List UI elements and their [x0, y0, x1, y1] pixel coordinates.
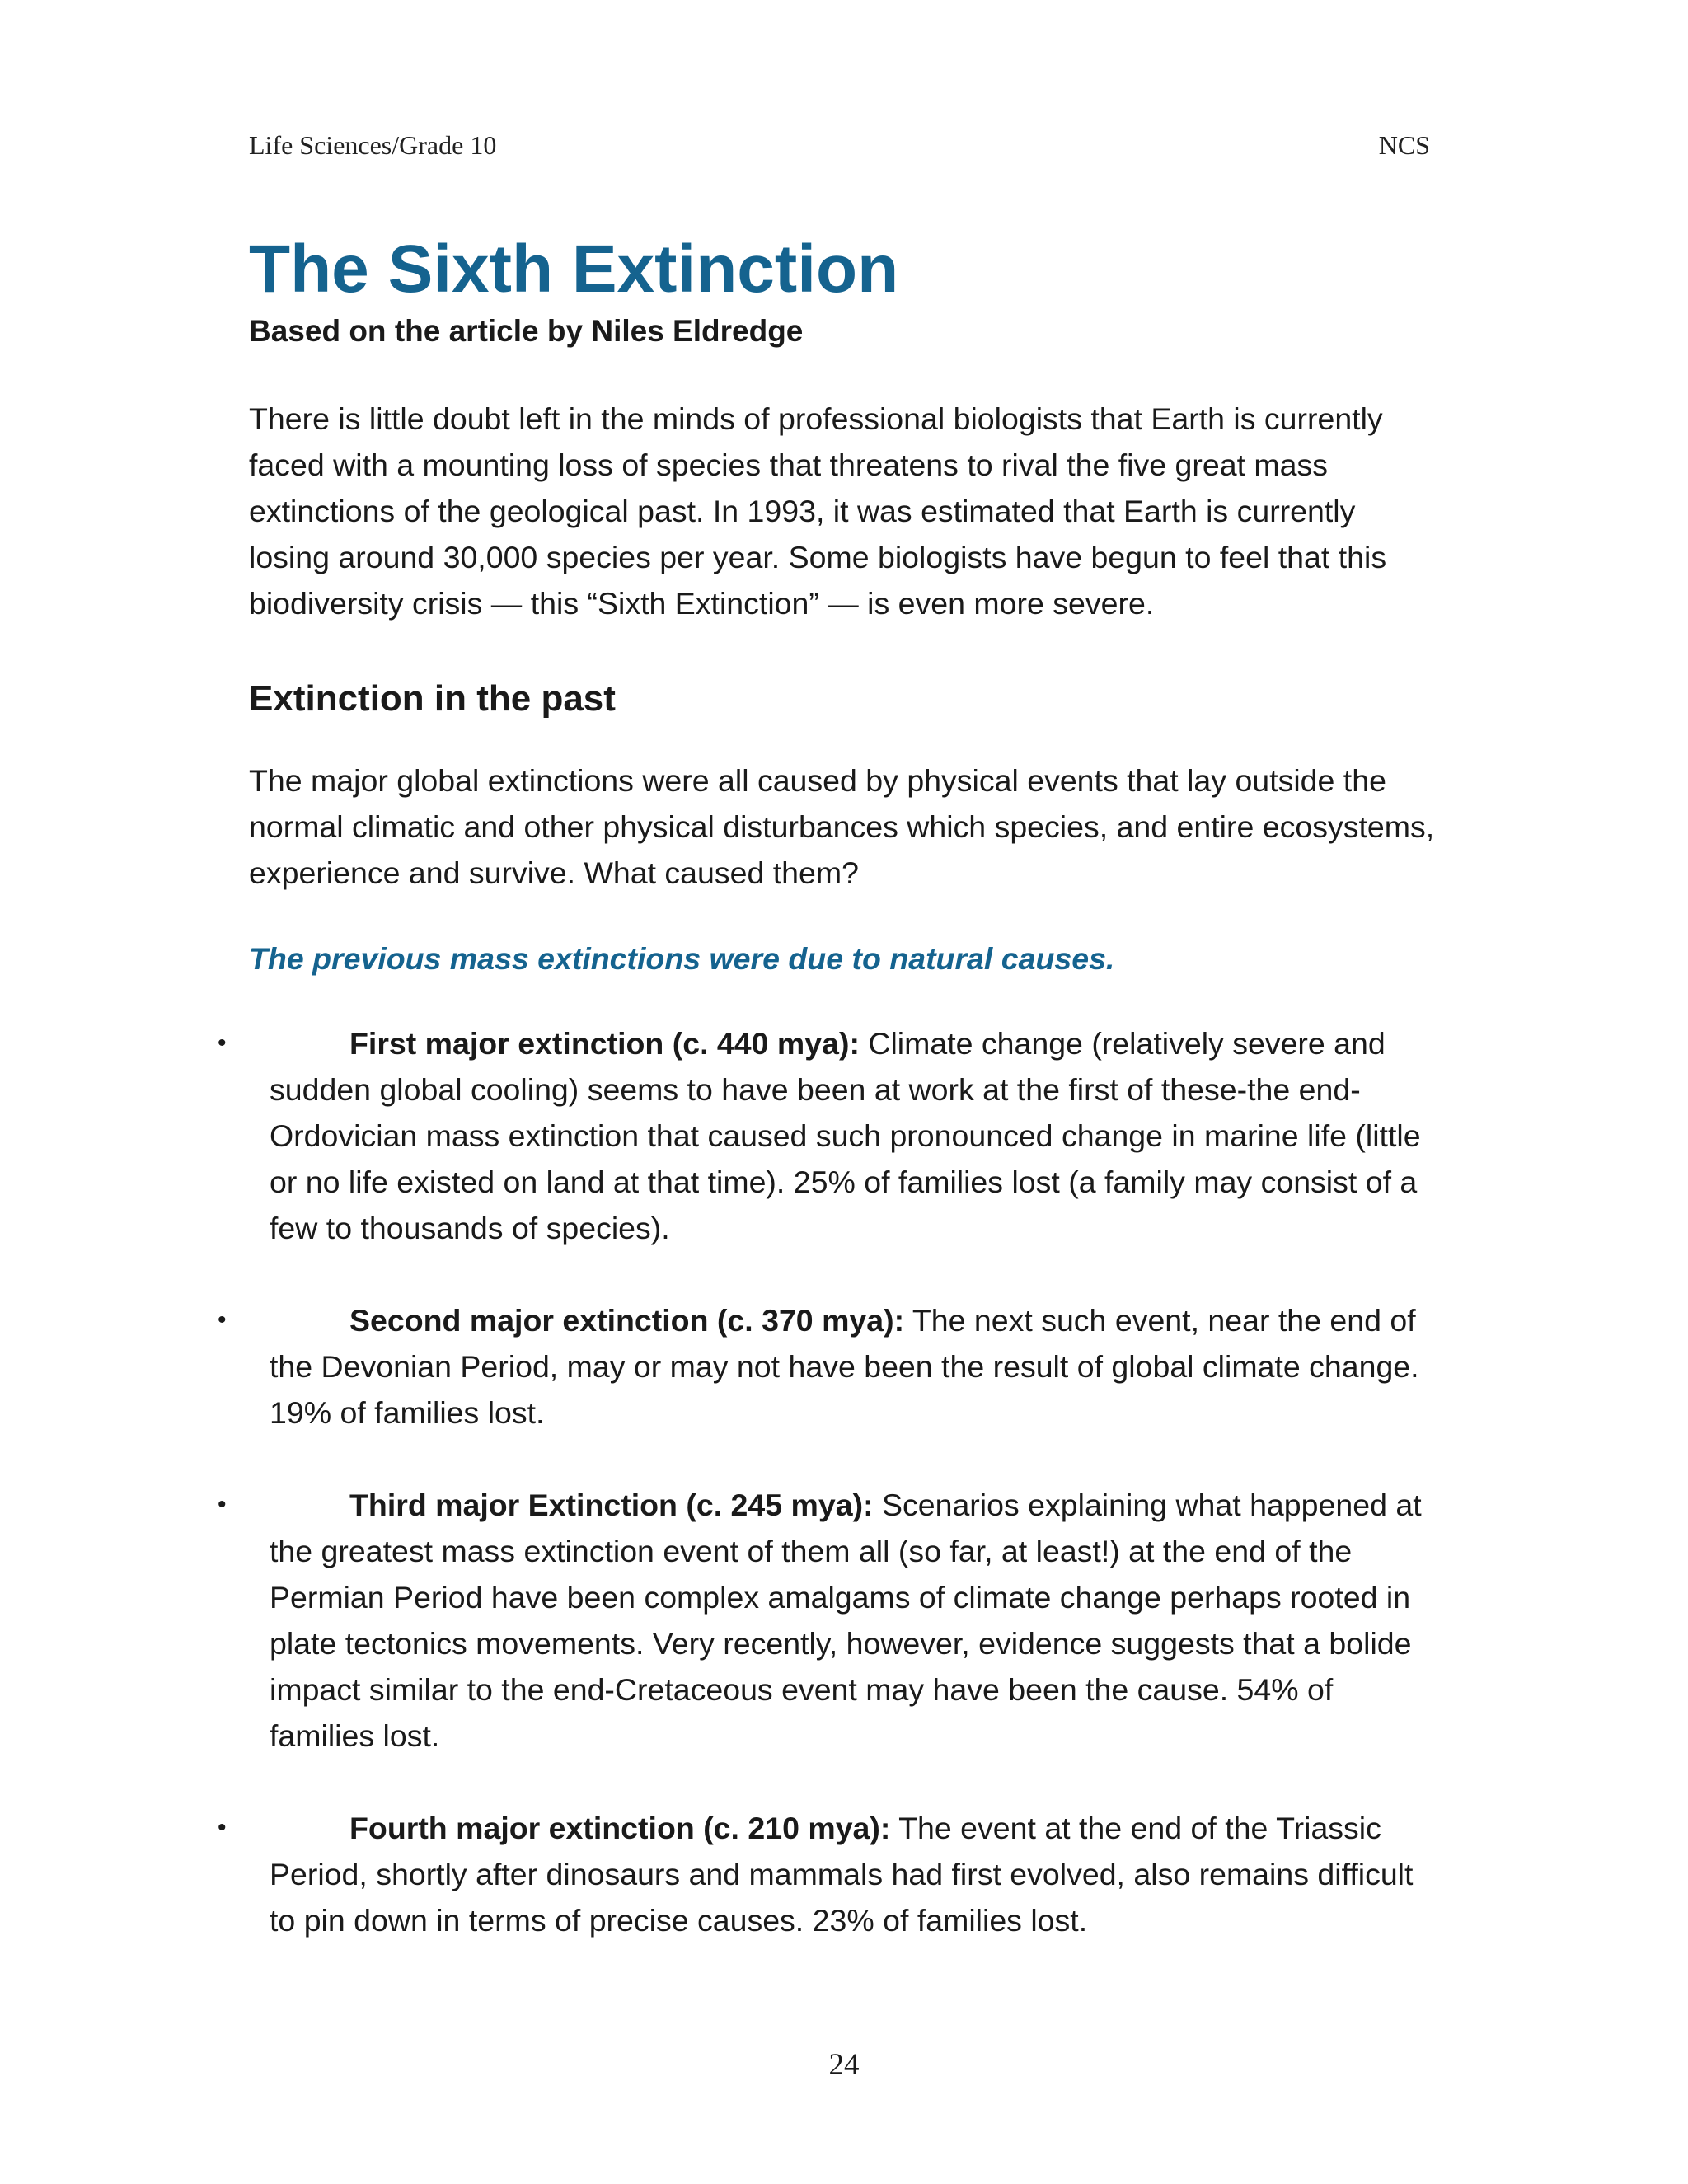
list-item — [218, 1297, 1444, 1436]
list-item-label: Third major Extinction (c. 245 mya): — [349, 1487, 874, 1522]
list-item-text: Climate change (relatively severe and sudden global cooling) seems to have been at work at the first of these-the end-Ordovician mass extinction that caused such pronounced change in marine life (little or no life existed on land at that time). 25% of families lost (a family may consist of a few to thousands of species). — [270, 1025, 1421, 1245]
extinction-list — [218, 1020, 1444, 1943]
page-number: 24 — [828, 2048, 860, 2082]
list-item-label: Second major extinction (c. 370 mya): — [349, 1302, 905, 1338]
callout-text: The previous mass extinctions were due to natural causes. — [249, 941, 1115, 977]
main-content — [218, 232, 1444, 1990]
list-item-text: The event at the end of the Triassic Period, shortly after dinosaurs and mammals had first evolved, also remains difficult to pin down in terms of precise causes. 23% of families lost. — [270, 1810, 1414, 1938]
list-item-label: First major extinction (c. 440 mya): — [349, 1025, 860, 1061]
bullet-icon: • — [218, 1490, 227, 1518]
list-item-text: Scenarios explaining what happened at the greatest mass extinction event of them all (so far, at least!) at the end of the Permian Period have been complex amalgams of climate change perhaps rooted in plate tectonics movements. Very recently, however, evidence suggests that a bolide impact similar to the end-Cretaceous event may have been the cause. 54% of families lost. — [270, 1487, 1422, 1753]
intro-paragraph: There is little doubt left in the minds of professional biologists that Earth is currently faced with a mounting loss of species that threatens to rival the five great mass extinctions of the geological past. In 1993, it was estimated that Earth is currently losing around 30,000 species per year. Some biologists have begun to feel that this biodiversity crisis — this “Sixth Extinction” — is even more severe. — [249, 401, 1387, 621]
header-curriculum: NCS — [1378, 130, 1430, 160]
list-item — [218, 1805, 1444, 1943]
bullet-icon: • — [218, 1305, 227, 1333]
byline: Based on the article by Niles Eldredge — [249, 314, 804, 349]
bullet-icon: • — [218, 1813, 227, 1841]
list-item — [218, 1020, 1444, 1251]
section-paragraph: The major global extinctions were all caused by physical events that lay outside the normal climatic and other physical disturbances which species, and entire ecosystems, experience and survive. What caused them? — [249, 763, 1435, 891]
bullet-icon: • — [218, 1029, 227, 1057]
list-item — [218, 1482, 1444, 1759]
header-subject: Life Sciences/Grade 10 — [249, 130, 497, 160]
section-heading: Extinction in the past — [249, 678, 616, 719]
list-item-label: Fourth major extinction (c. 210 mya): — [349, 1810, 891, 1845]
page-title: The Sixth Extinction — [249, 232, 899, 307]
list-item-text: The next such event, near the end of the Devonian Period, may or may not have been the result of global climate change. 19% of families lost. — [270, 1302, 1419, 1430]
